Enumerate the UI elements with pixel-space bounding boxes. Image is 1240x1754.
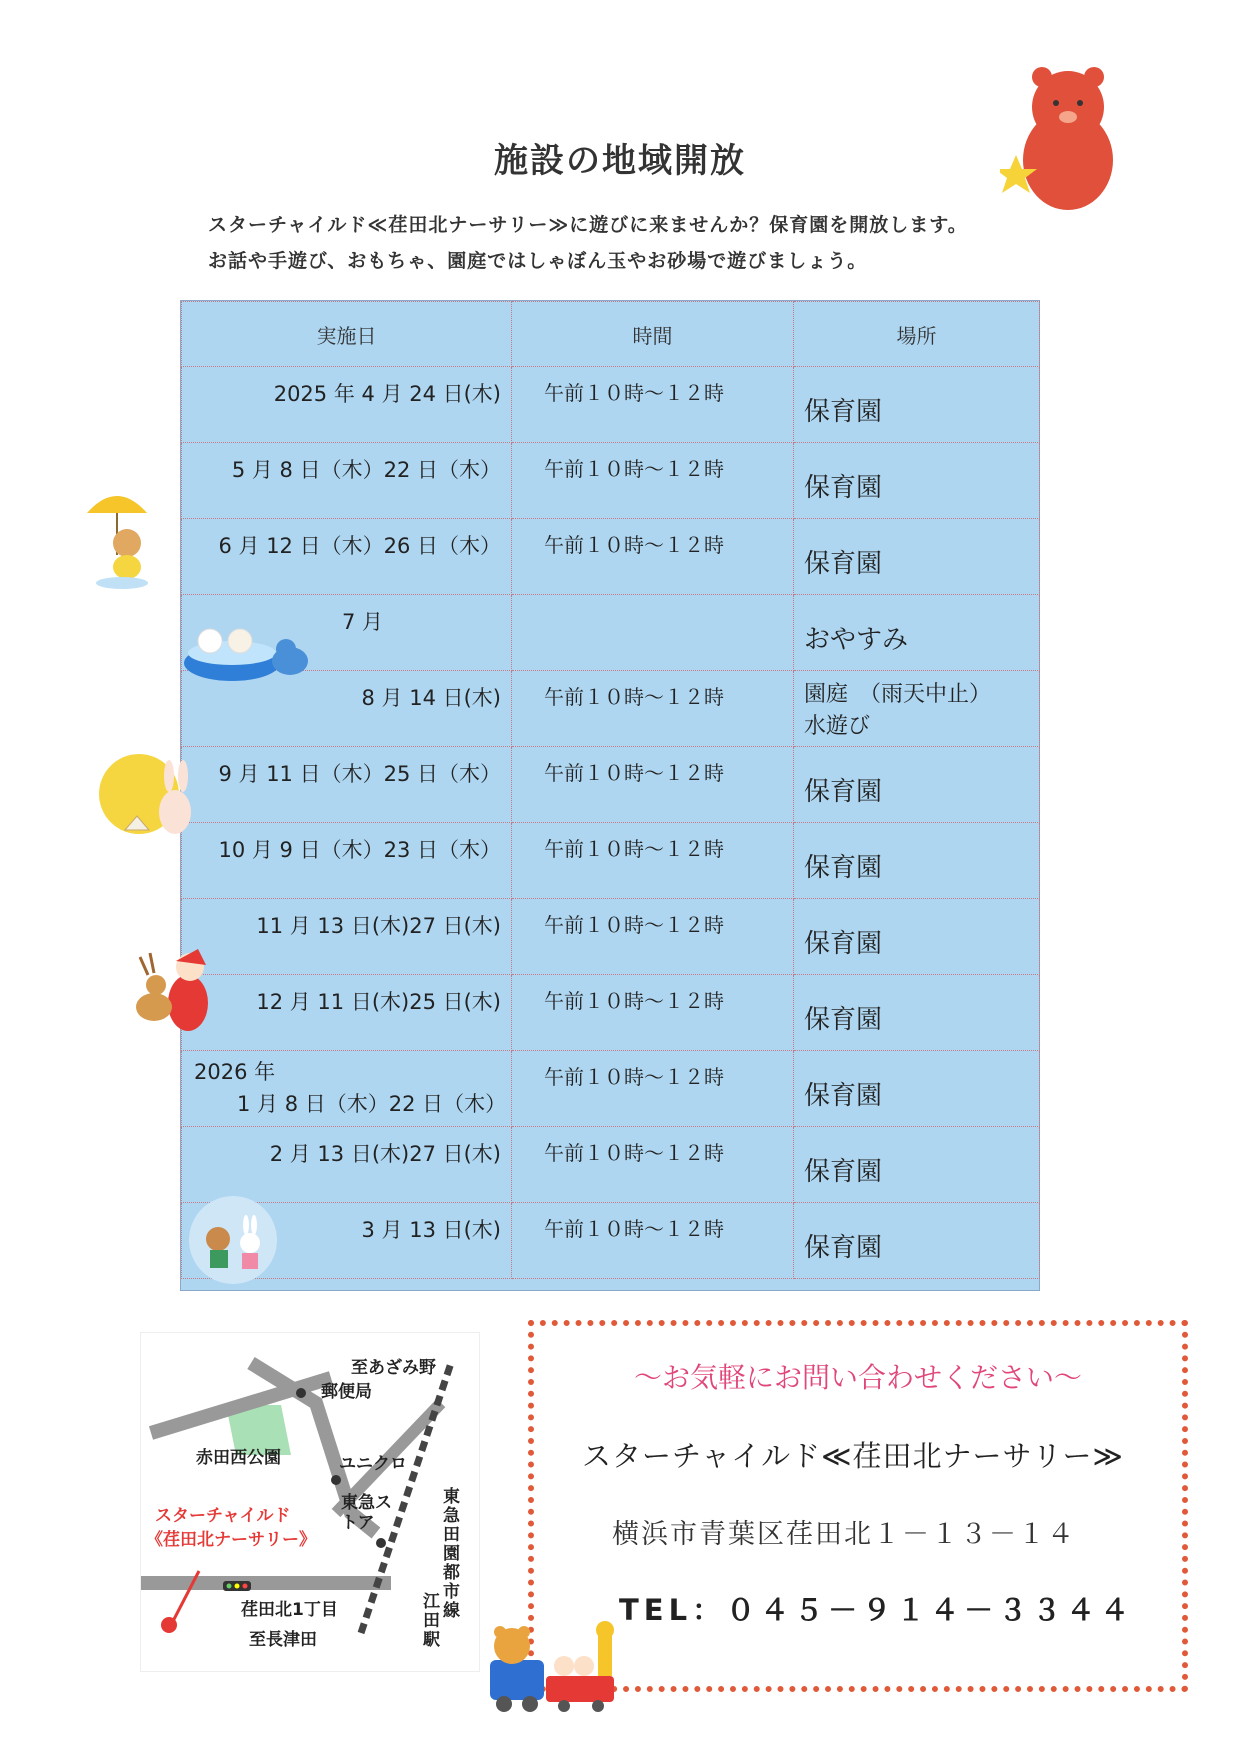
table-row [182, 1203, 1040, 1279]
map-label-uniqlo: ユニクロ [339, 1454, 407, 1474]
row-date: 5 月 8 日（木）22 日（木） [231, 458, 501, 482]
map-label-nursery-2: 《荏田北ナーサリー》 [146, 1530, 316, 1550]
row-place: 保育園 [804, 777, 883, 807]
row-place: 保育園 [804, 1005, 883, 1035]
contact-name: スターチャイルド≪荏田北ナーサリー≫ [582, 1439, 1124, 1473]
row-date: 2 月 13 日(木)27 日(木) [269, 1142, 501, 1166]
row-date: 11 月 13 日(木)27 日(木) [256, 914, 501, 938]
row-time: 午前１０時～１２時 [544, 989, 724, 1013]
access-map [140, 1332, 480, 1672]
map-label-tokyu-store: 東急ストア [341, 1493, 392, 1533]
train-animals-icon [484, 1620, 624, 1715]
row-time: 午前１０時～１２時 [544, 761, 724, 785]
row-place: 保育園 [804, 549, 883, 579]
contact-box [528, 1320, 1188, 1692]
map-label-post: 郵便局 [321, 1382, 372, 1402]
table-row [182, 823, 1040, 899]
row-place: 保育園 [804, 853, 883, 883]
row-date: 1 月 8 日（木）22 日（木） [237, 1092, 507, 1116]
row-time: 午前１０時～１２時 [544, 837, 724, 861]
row-date-year: 2026 年 [194, 1060, 276, 1084]
table-row [182, 747, 1040, 823]
row-place: 保育園 [804, 1157, 883, 1187]
row-time: 午前１０時～１２時 [544, 1065, 724, 1089]
row-place: 保育園 [804, 929, 883, 959]
row-place: 保育園 [804, 1081, 883, 1111]
row-place: 保育園 [804, 397, 883, 427]
row-place: 保育園 [804, 473, 883, 503]
contact-heading: ～お気軽にお問い合わせください～ [633, 1361, 1082, 1394]
bear-star-icon [1000, 65, 1120, 215]
header-date: 実施日 [182, 302, 512, 367]
row-date: 3 月 13 日(木) [361, 1218, 501, 1242]
row-date: 9 月 11 日（木）25 日（木） [218, 762, 501, 786]
row-time: 午前１０時～１２時 [544, 381, 724, 405]
map-label-crossing: 荏田北1丁目 [241, 1600, 338, 1620]
snow-bear-rabbit-icon [188, 1195, 278, 1285]
santa-reindeer-icon [128, 945, 220, 1045]
row-time: 午前１０時～１２時 [544, 1141, 724, 1165]
row-date: 2025 年 4 月 24 日(木) [273, 382, 501, 406]
table-row [182, 443, 1040, 519]
row-date: 12 月 11 日(木)25 日(木) [256, 990, 501, 1014]
table-row [182, 975, 1040, 1051]
map-label-station: 江田駅 [423, 1592, 440, 1650]
table-row [182, 1051, 1040, 1127]
umbrella-bear-icon [82, 485, 162, 590]
row-time: 午前１０時～１２時 [544, 685, 724, 709]
map-label-nagatsuta: 至長津田 [249, 1630, 317, 1650]
row-place: おやすみ [804, 625, 909, 655]
map-label-line: 東急田園都市線 [443, 1487, 460, 1621]
map-label-nursery-1: スターチャイルド [155, 1506, 291, 1526]
page-title: 施設の地域開放 [494, 141, 746, 181]
table-row [182, 367, 1040, 443]
header-place: 場所 [794, 302, 1040, 367]
pool-animals-icon [182, 605, 314, 685]
row-place-note: 水遊び [804, 714, 871, 739]
row-time: 午前１０時～１２時 [544, 533, 724, 557]
row-time: 午前１０時～１２時 [544, 913, 724, 937]
contact-address: 横浜市青葉区荏田北１－１３－１４ [612, 1519, 1076, 1550]
row-time: 午前１０時～１２時 [544, 1217, 724, 1241]
row-time: 午前１０時～１２時 [544, 457, 724, 481]
table-row [182, 899, 1040, 975]
row-place: 園庭 （雨天中止） [804, 682, 992, 707]
row-date: 6 月 12 日（木）26 日（木） [218, 534, 501, 558]
intro-line-2: お話や手遊び、おもちゃ、園庭ではしゃぼん玉やお砂場で遊びましょう。 [208, 250, 868, 272]
header-time: 時間 [512, 302, 794, 367]
row-date: 8 月 14 日(木) [361, 686, 501, 710]
table-row [182, 1127, 1040, 1203]
row-date: 10 月 9 日（木）23 日（木） [218, 838, 501, 862]
map-label-azamino: 至あざみ野 [351, 1358, 436, 1378]
table-row [182, 519, 1040, 595]
intro-line-1: スターチャイルド≪荏田北ナーサリー≫に遊びに来ませんか？保育園を開放します。 [208, 214, 968, 236]
table-header-row [182, 302, 1040, 367]
row-date: 7 月 [342, 610, 384, 634]
schedule-table [180, 300, 1040, 1291]
contact-tel: TEL：０４５－９１４－３３４４ [619, 1593, 1135, 1627]
map-label-park: 赤田西公園 [196, 1448, 281, 1468]
row-place: 保育園 [804, 1233, 883, 1263]
moon-rabbit-icon [97, 752, 207, 842]
